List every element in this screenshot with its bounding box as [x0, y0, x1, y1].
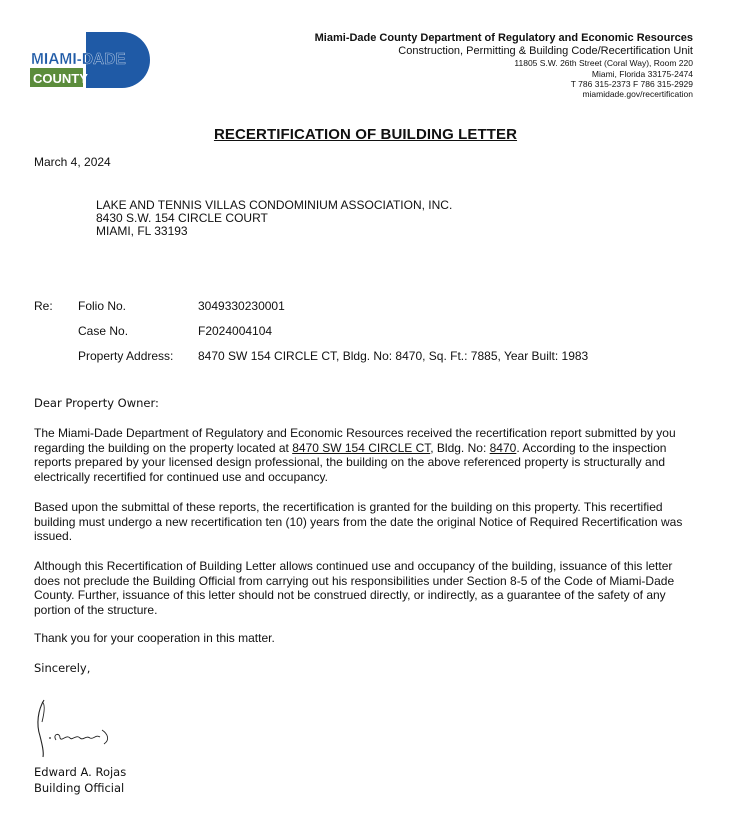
paragraph-3: Although this Recertification of Building Letter allows continued use and occupancy of the building, issuance of this letter does not preclude the Building Official from carrying out his responsibilities under Section 8-5 of the Code of Miami-Dade County. Further, issuance of this letter should not be construed directly, or indirectly, as a guarantee of the safety of any portion of the structure. — [34, 559, 675, 617]
unit-name: Construction, Permitting & Building Code/Recertification Unit — [398, 45, 693, 58]
logo-text-county: COUNTY — [33, 71, 88, 86]
recipient-street: 8430 S.W. 154 CIRCLE COURT — [96, 211, 268, 225]
re-label: Re: — [34, 299, 53, 313]
thanks-line: Thank you for your cooperation in this matter. — [34, 631, 275, 645]
salutation: Dear Property Owner: — [34, 396, 159, 410]
logo-text-miami-dade: MIAMI-DADE — [31, 51, 126, 68]
p1-text-b: , Bldg. No: — [430, 440, 490, 455]
p1-property-address: 8470 SW 154 CIRCLE CT — [292, 440, 431, 455]
department-name: Miami-Dade County Department of Regulatory and Economic Resources — [314, 32, 693, 44]
signer-title: Building Official — [34, 781, 125, 795]
handwritten-signature — [30, 694, 120, 758]
recipient-address — [96, 199, 452, 238]
signer-name: Edward A. Rojas — [34, 765, 127, 779]
p1-text-c: . According to the inspection reports prepared by your licensed design professional, the building on the above referenced property is structurally and electrically recertified for continued use and occupancy. — [34, 440, 667, 484]
folio-label: Folio No. — [78, 299, 127, 313]
p1-text-a: The Miami-Dade Department of Regulatory and Economic Resources received the recertification report submitted by you regarding the building on the property located at — [34, 426, 676, 455]
letter-title: RECERTIFICATION OF BUILDING LETTER — [213, 126, 518, 143]
property-address-value: 8470 SW 154 CIRCLE CT, Bldg. No: 8470, Sq. Ft.: 7885, Year Built: 1983 — [198, 349, 589, 363]
case-value: F2024004104 — [198, 324, 273, 338]
letter-date: March 4, 2024 — [34, 155, 111, 169]
city-address: Miami, Florida 33175-2474 — [591, 68, 693, 79]
p1-building-number: 8470 — [489, 440, 517, 455]
property-address-label: Property Address: — [78, 349, 174, 363]
case-label: Case No. — [78, 324, 129, 338]
paragraph-2: Based upon the submittal of these reports, the recertification is granted for the building on this property. This recertified building must undergo a new recertification ten (10) years from the date the original Notice of Required Recertification was issued. — [34, 500, 683, 543]
website: miamidade.gov/recertification — [582, 88, 693, 99]
phone-fax: T 786 315-2373 F 786 315-2929 — [570, 78, 693, 89]
letterhead — [315, 32, 693, 99]
recipient-name: LAKE AND TENNIS VILLAS CONDOMINIUM ASSOCIATION, INC. — [96, 198, 453, 212]
miami-dade-county-logo — [30, 32, 152, 88]
paragraph-1 — [34, 426, 694, 484]
closing: Sincerely, — [34, 661, 91, 675]
folio-value: 3049330230001 — [198, 299, 285, 313]
street-address: 11805 S.W. 26th Street (Coral Way), Room 220 — [514, 58, 693, 69]
recipient-city: MIAMI, FL 33193 — [96, 224, 188, 238]
